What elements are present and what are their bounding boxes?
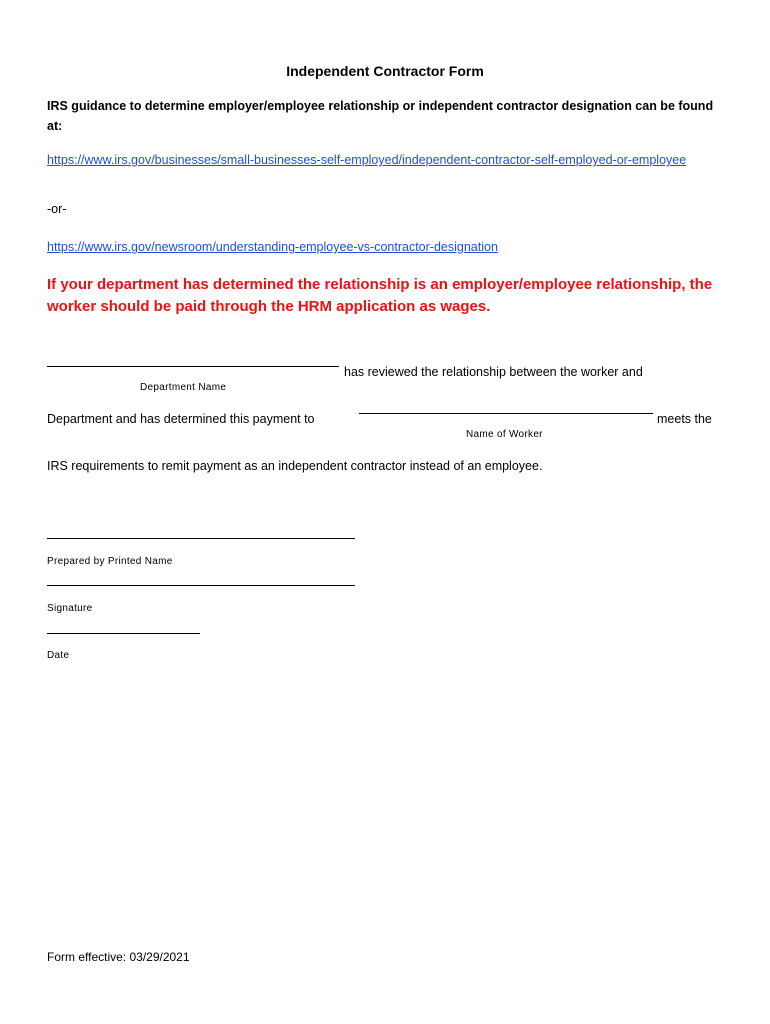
signature-caption: Signature [47,603,93,614]
irs-link-contractor-or-employee[interactable]: https://www.irs.gov/businesses/small-businesses-self-employed/independent-contractor-self-employed-or-employee [47,153,687,167]
irs-link-designation[interactable]: https://www.irs.gov/newsroom/understanding-employee-vs-contractor-designation [47,240,498,254]
irs-guidance-text: IRS guidance to determine employer/employee relationship or independent contractor designation can be found at: [47,99,714,133]
hrm-wages-warning: If your department has determined the relationship is an employer/employee relationship, the worker should be paid through the HRM application as wages. [47,276,713,315]
form-title: Independent Contractor Form [286,63,484,79]
worker-name-caption: Name of Worker [466,429,543,440]
statement-line2-text: Department and has determined this payment to [47,412,315,426]
statement-line2-end: meets the [657,412,712,426]
or-separator: -or- [47,202,67,216]
form-effective-date: Form effective: 03/29/2021 [47,950,190,964]
prepared-by-field[interactable] [47,538,355,539]
prepared-by-caption: Prepared by Printed Name [47,556,173,567]
statement-line3-text: IRS requirements to remit payment as an independent contractor instead of an employee. [47,459,543,473]
signature-field[interactable] [47,585,355,586]
statement-line1-text: has reviewed the relationship between the worker and [344,365,643,379]
date-field[interactable] [47,633,200,634]
worker-name-field[interactable] [359,413,653,414]
department-name-field[interactable] [47,366,339,367]
department-name-caption: Department Name [140,382,227,393]
date-caption: Date [47,650,70,661]
